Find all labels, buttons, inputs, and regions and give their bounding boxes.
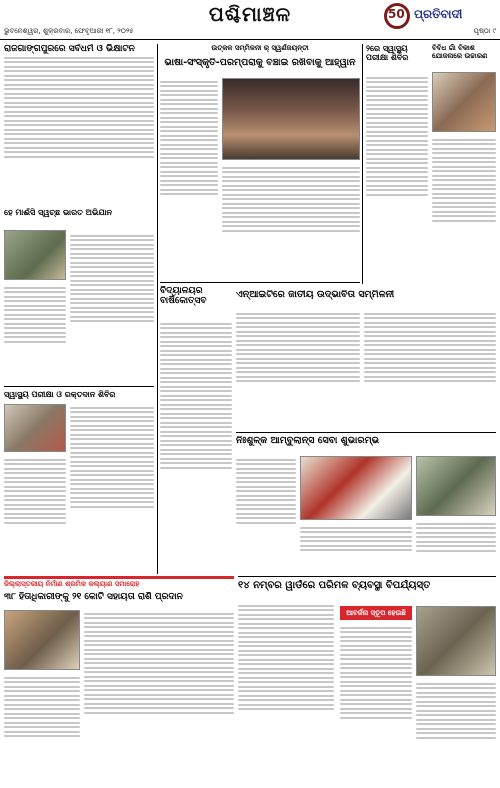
kicker: ଜିଲ୍ଲାସ୍ତରୀୟ ନିର୍ମାଣ ଶ୍ରମିକ କଲ୍ୟାଣ ସମାରୋହ [4,580,140,588]
story-school-body [160,320,232,572]
story-ambulance-body-2 [300,524,412,572]
story-culture-body [160,78,218,278]
story-body [4,57,154,158]
garbage-photo [416,606,496,676]
story-ambulance [236,436,496,452]
date-text: ଭୁବନେଶ୍ୱର, ଶୁକ୍ରବାର, ଫେବୃଆରୀ ୧୮, ୨୦୨୫ [4,27,134,35]
story-nit-body [236,310,360,430]
story-health-check-body [366,74,428,284]
rule [236,432,496,433]
story-health-check [366,44,428,70]
column-rule [157,44,158,574]
story-culture-kicker [160,44,360,54]
rule [4,386,154,387]
blood-donation-photo [4,404,66,452]
story-swachh-bharat [4,208,154,232]
anniversary-number: 50 [388,7,405,21]
kicker: ଉତ୍କଳ ସମ୍ମିଳନୀ ର୍ ସ୍ୱର୍ଣଜୟନ୍ତୀ [211,44,309,52]
story-sanitation-body [238,602,334,780]
masthead [0,0,500,40]
stage-event-photo [222,78,360,160]
headline: ୧୪ ନମ୍ବର ୱାର୍ଡରେ ପରିମଳ ବ୍ୟବସ୍ଥା ବିପର୍ଯ୍ୟସ୍ତ [238,580,431,591]
story-sanitation-body-2 [340,624,412,780]
story-village-body [432,136,496,284]
workers-photo [4,610,80,670]
headline: ଭାଷା-ସଂସ୍କୃତି-ପରମ୍ପରାକୁ ବଞ୍ଚାଇ ରଖିବାକୁ ଆହ୍ୱାନ [164,58,356,68]
story-workers-body [84,610,234,780]
story-village [432,44,496,70]
story-workers [4,592,234,606]
sanitation-callout: ଆବର୍ଜନା ସ୍ତୂପ ହେଉଛି [340,606,412,620]
story-nit-body-2 [364,310,496,430]
story-right-lower-body [416,520,496,572]
page-number: ପୃଷ୍ଠା ୯ [473,27,496,35]
headline: ବିବିଧ ଗାଁ ବିକାଶ ଯୋଜନାରେ ଉଚ୍ଚାରଣ [432,44,488,61]
headline: ସ୍ୱାସ୍ଥ୍ୟ ପରୀକ୍ଷା ଓ ରକ୍ତଦାନ ଶିବିର [4,390,116,399]
event-photo [416,456,496,516]
headline: ବିଦ୍ୟାଳୟର ବାର୍ଷିକୋତ୍ସବ [160,286,207,307]
headline: ରାଜଗାଙ୍ଗପୁରରେ ସର୍ବଧର୍ମ ଓ ଭିକ୍ଷାଟନ [4,44,135,54]
accent-line [4,576,234,579]
rule [160,282,360,283]
headline: ହେ ମାଈଁସି ସ୍ୱଚ୍ଛ ଭାରତ ଅଭିଯାନ [4,208,113,217]
village-meeting-photo [432,72,496,132]
story-culture [160,58,360,74]
section-title: ପଶ୍ଚିମାଞ୍ଚଳ [208,2,292,26]
story-nit [236,290,496,306]
column-rule [362,44,363,284]
story-rajgangpur [4,44,154,204]
story-sanitation-body-3 [416,680,496,780]
headline: ନିଃଶୁଳ୍କ ଆମ୍ବୁଲାନ୍ସ ସେବା ଶୁଭାରମ୍ଭ [236,436,380,446]
story-ambulance-body [236,456,296,572]
story-health-body [70,404,154,572]
newspaper-name: ପ୍ରତିବାଦୀ [414,7,463,21]
story-culture-body-2 [222,164,360,278]
story-school [160,286,232,316]
headline: ୩୮ ହିତାଧିକାରୀଙ୍କୁ ୨୧ କୋଟି ସହାୟତା ରାଶି ପ୍ରଦାନ [4,592,183,602]
story-sanitation [238,580,496,598]
rule [238,576,496,577]
dateline [4,27,496,39]
headline: ୨ରେ ସ୍ୱାସ୍ଥ୍ୟ ପରୀକ୍ଷା ଶିବିର [366,44,409,63]
story-health-camp [4,390,154,404]
headline: ଏନ୍‌ଆଇଟିରେ ଜାତୀୟ ଉଦ୍ଭାବିତା ସମ୍ମିଳନୀ [236,290,395,300]
story-workers-body-2 [4,674,80,780]
cleanup-photo [4,230,66,280]
story-swachh-body [70,232,154,382]
ambulance-photo [300,456,412,520]
story-workers-kicker [4,580,234,590]
story-swachh-body-2 [4,284,66,384]
story-health-body-2 [4,456,66,572]
